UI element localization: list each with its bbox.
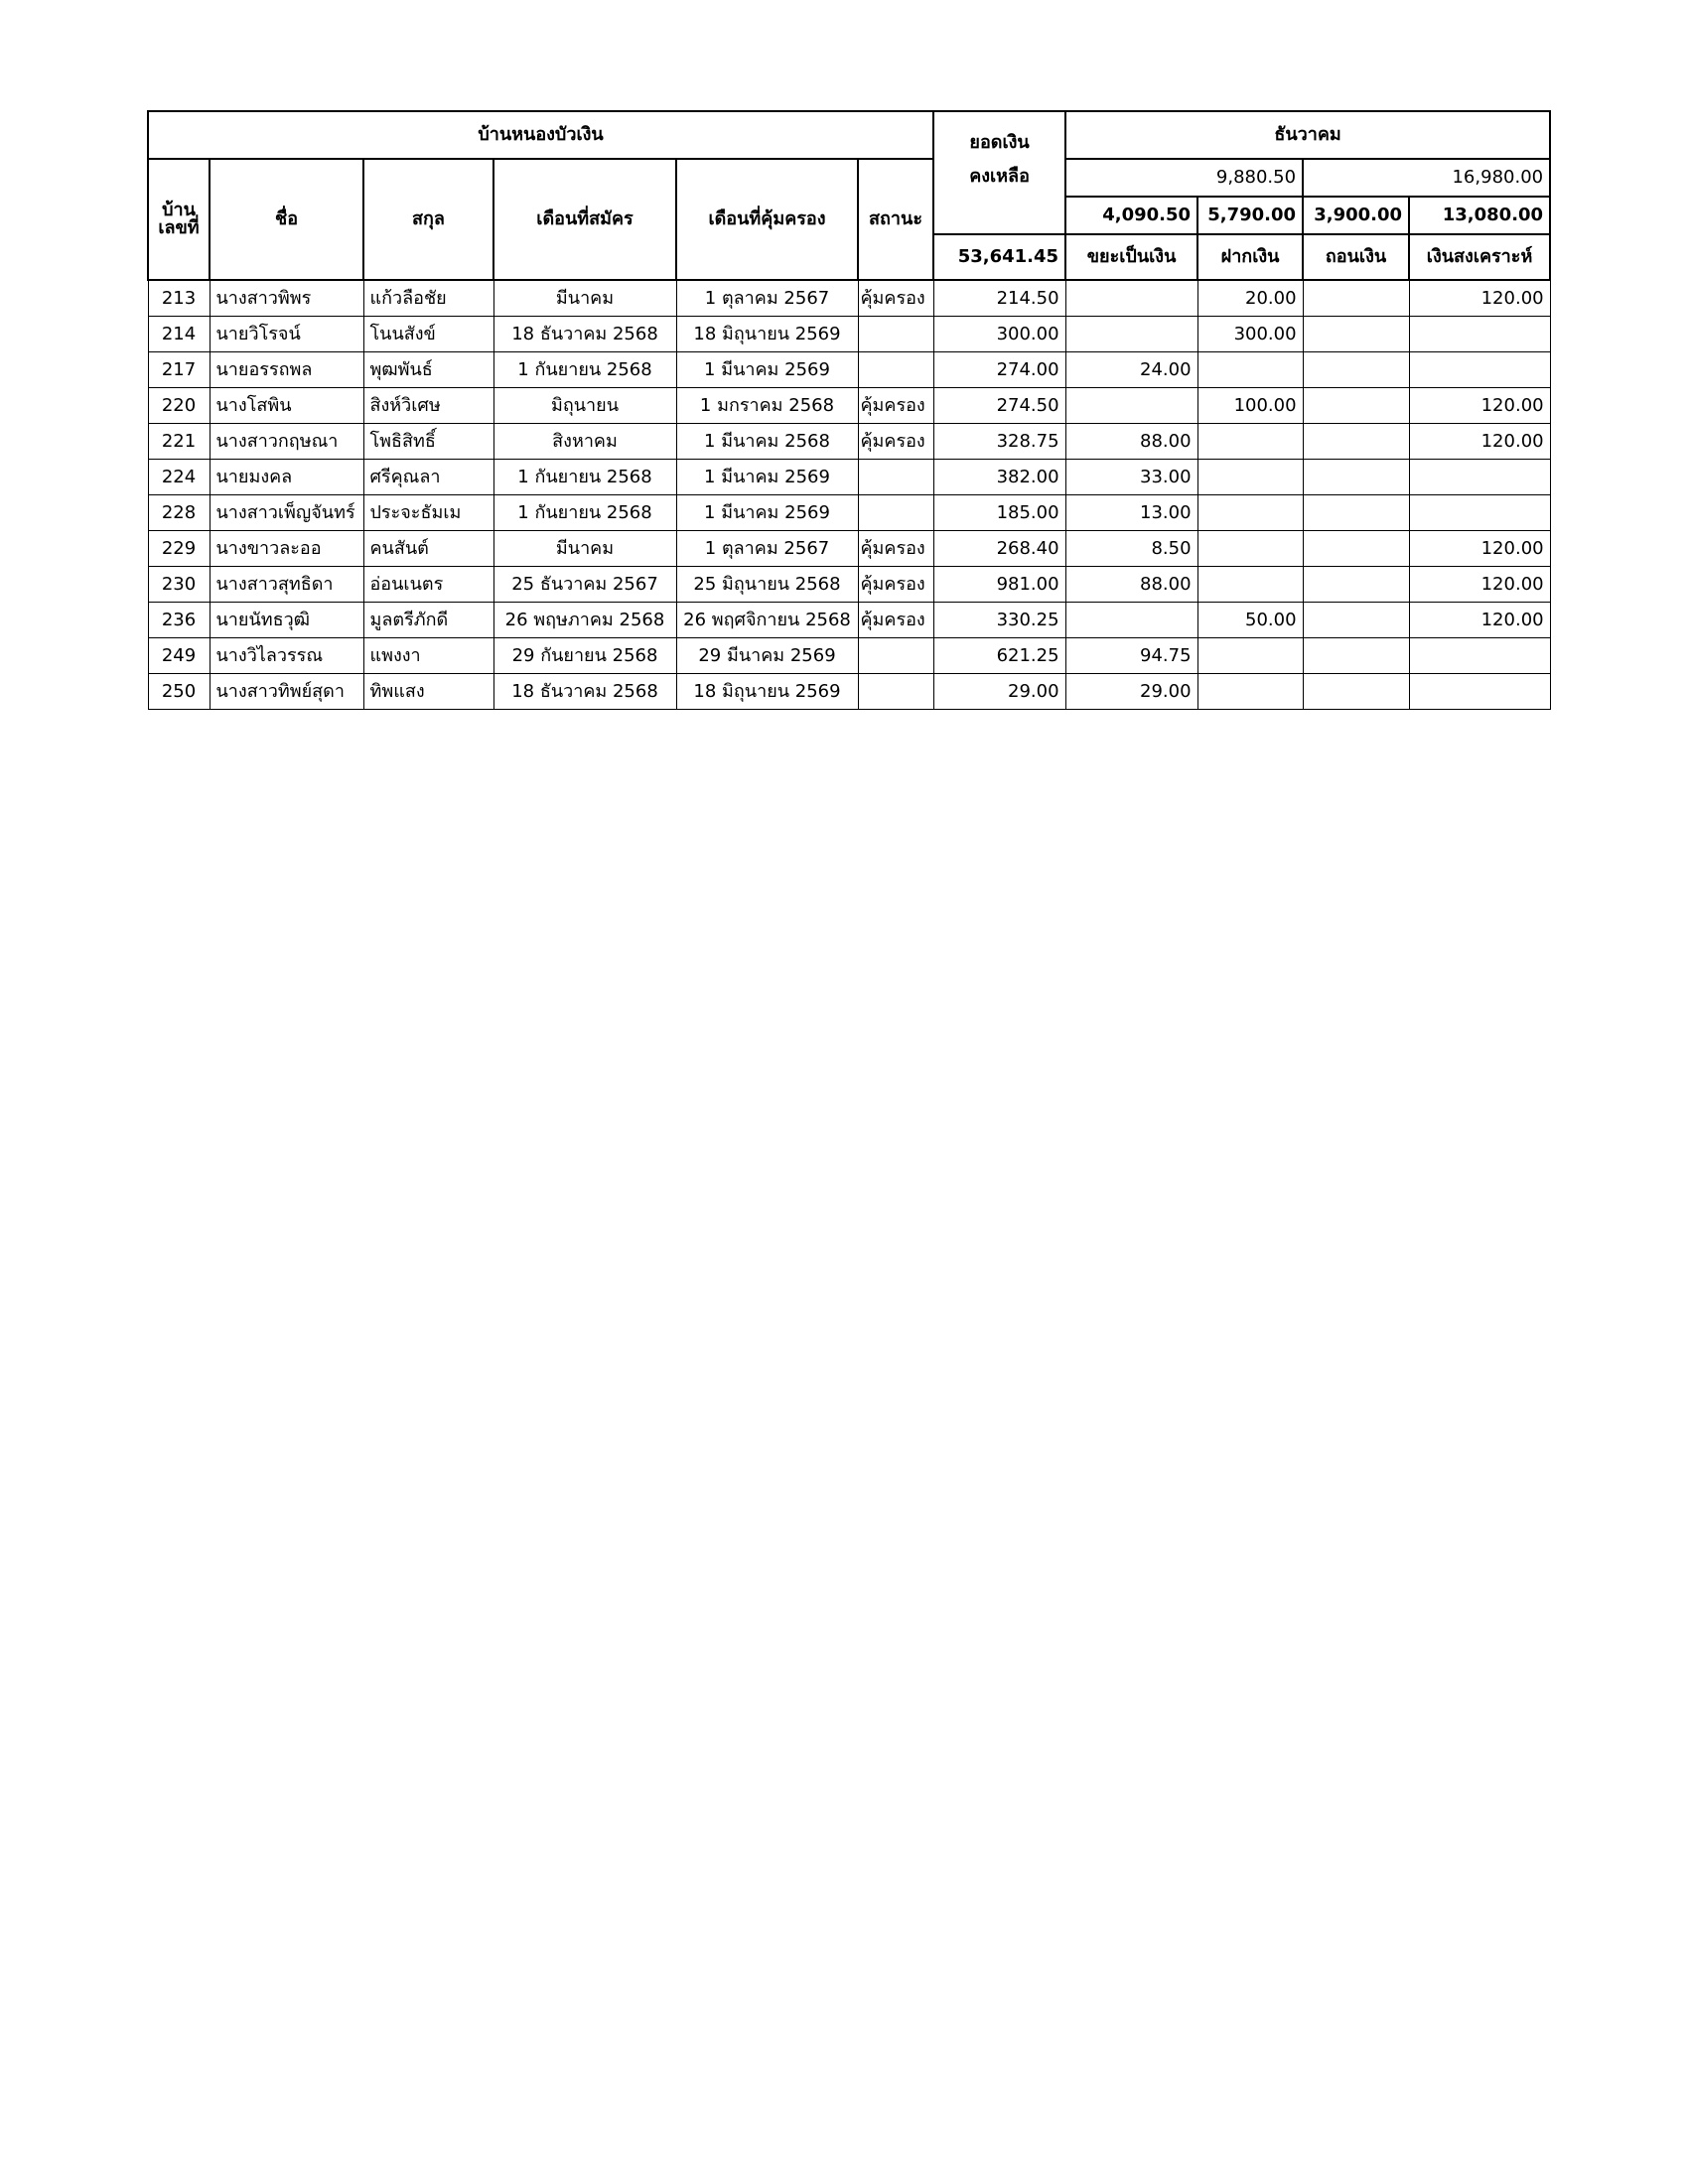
- cell-withdraw: [1303, 317, 1409, 352]
- table-row: [148, 317, 1550, 352]
- cell-deposit: [1197, 567, 1303, 603]
- cell-garbage: 88.00: [1065, 424, 1197, 460]
- cell-withdraw: [1303, 531, 1409, 567]
- cell-garbage: 24.00: [1065, 352, 1197, 388]
- cell-applied: 29 กันยายน 2568: [493, 638, 676, 674]
- table-row: [148, 531, 1550, 567]
- cell-surname: อ่อนเนตร: [363, 567, 493, 603]
- total-deposit: 5,790.00: [1197, 197, 1303, 234]
- cell-covered: 1 มีนาคม 2569: [676, 495, 858, 531]
- cell-house: 213: [148, 280, 210, 317]
- cell-status: [858, 317, 933, 352]
- cell-status: คุ้มครอง: [858, 280, 933, 317]
- total-welfare: 13,080.00: [1409, 197, 1550, 234]
- col-deposit: ฝากเงิน: [1197, 234, 1303, 280]
- cell-garbage: [1065, 280, 1197, 317]
- cell-welfare: 120.00: [1409, 567, 1550, 603]
- cell-deposit: 300.00: [1197, 317, 1303, 352]
- cell-balance: 328.75: [933, 424, 1065, 460]
- cell-deposit: 100.00: [1197, 388, 1303, 424]
- cell-surname: โนนสังข์: [363, 317, 493, 352]
- balance-label-line1: ยอดเงิน: [969, 132, 1030, 153]
- cell-balance: 268.40: [933, 531, 1065, 567]
- cell-house: 214: [148, 317, 210, 352]
- cell-covered: 29 มีนาคม 2569: [676, 638, 858, 674]
- cell-covered: 1 ตุลาคม 2567: [676, 280, 858, 317]
- cell-covered: 1 มีนาคม 2568: [676, 424, 858, 460]
- ledger-table: [147, 110, 1551, 710]
- cell-applied: 18 ธันวาคม 2568: [493, 317, 676, 352]
- table-row: [148, 460, 1550, 495]
- cell-name: นายนัทธวุฒิ: [210, 603, 363, 638]
- ledger-body: [148, 280, 1550, 710]
- cell-name: นางขาวละออ: [210, 531, 363, 567]
- cell-balance: 214.50: [933, 280, 1065, 317]
- table-row: [148, 638, 1550, 674]
- cell-house: 236: [148, 603, 210, 638]
- cell-welfare: 120.00: [1409, 424, 1550, 460]
- cell-house: 217: [148, 352, 210, 388]
- village-title: บ้านหนองบัวเงิน: [148, 111, 933, 159]
- cell-withdraw: [1303, 280, 1409, 317]
- cell-applied: 18 ธันวาคม 2568: [493, 674, 676, 710]
- cell-balance: 274.00: [933, 352, 1065, 388]
- col-surname: สกุล: [363, 159, 493, 280]
- col-withdraw: ถอนเงิน: [1303, 234, 1409, 280]
- cell-surname: ศรีคุณลา: [363, 460, 493, 495]
- cell-applied: 26 พฤษภาคม 2568: [493, 603, 676, 638]
- cell-garbage: [1065, 603, 1197, 638]
- cell-status: [858, 495, 933, 531]
- cell-applied: สิงหาคม: [493, 424, 676, 460]
- cell-covered: 1 มีนาคม 2569: [676, 460, 858, 495]
- table-row: [148, 674, 1550, 710]
- cell-withdraw: [1303, 674, 1409, 710]
- cell-applied: 1 กันยายน 2568: [493, 460, 676, 495]
- balance-total: 53,641.45: [933, 234, 1065, 280]
- cell-withdraw: [1303, 424, 1409, 460]
- cell-welfare: [1409, 674, 1550, 710]
- cell-welfare: [1409, 352, 1550, 388]
- group-total-2: 16,980.00: [1303, 159, 1550, 197]
- cell-house: 224: [148, 460, 210, 495]
- month-title: ธันวาคม: [1065, 111, 1550, 159]
- cell-deposit: [1197, 638, 1303, 674]
- cell-withdraw: [1303, 495, 1409, 531]
- cell-surname: แก้วลือชัย: [363, 280, 493, 317]
- cell-deposit: 20.00: [1197, 280, 1303, 317]
- cell-garbage: 33.00: [1065, 460, 1197, 495]
- cell-garbage: [1065, 317, 1197, 352]
- cell-welfare: [1409, 495, 1550, 531]
- cell-garbage: 29.00: [1065, 674, 1197, 710]
- cell-withdraw: [1303, 388, 1409, 424]
- balance-header: [933, 111, 1065, 234]
- table-row: [148, 495, 1550, 531]
- cell-house: 220: [148, 388, 210, 424]
- balance-label-line2: คงเหลือ: [969, 166, 1030, 188]
- cell-balance: 330.25: [933, 603, 1065, 638]
- cell-applied: 1 กันยายน 2568: [493, 352, 676, 388]
- cell-name: นางสาวสุทธิดา: [210, 567, 363, 603]
- cell-status: คุ้มครอง: [858, 531, 933, 567]
- cell-welfare: 120.00: [1409, 603, 1550, 638]
- cell-status: คุ้มครอง: [858, 567, 933, 603]
- cell-covered: 1 มีนาคม 2569: [676, 352, 858, 388]
- cell-house: 229: [148, 531, 210, 567]
- cell-balance: 981.00: [933, 567, 1065, 603]
- cell-name: นางสาวพิพร: [210, 280, 363, 317]
- col-name: ชื่อ: [210, 159, 363, 280]
- cell-name: นางวิไลวรรณ: [210, 638, 363, 674]
- cell-welfare: 120.00: [1409, 531, 1550, 567]
- cell-welfare: 120.00: [1409, 280, 1550, 317]
- cell-withdraw: [1303, 638, 1409, 674]
- cell-deposit: [1197, 460, 1303, 495]
- cell-balance: 300.00: [933, 317, 1065, 352]
- cell-deposit: [1197, 424, 1303, 460]
- cell-surname: พุฒพันธ์: [363, 352, 493, 388]
- cell-applied: 1 กันยายน 2568: [493, 495, 676, 531]
- cell-surname: สิงห์วิเศษ: [363, 388, 493, 424]
- cell-name: นางสาวเพ็ญจันทร์: [210, 495, 363, 531]
- cell-house: 230: [148, 567, 210, 603]
- table-row: [148, 388, 1550, 424]
- total-garbage: 4,090.50: [1065, 197, 1197, 234]
- cell-surname: มูลตรีภักดี: [363, 603, 493, 638]
- cell-garbage: 94.75: [1065, 638, 1197, 674]
- cell-status: คุ้มครอง: [858, 424, 933, 460]
- cell-covered: 18 มิถุนายน 2569: [676, 674, 858, 710]
- cell-name: นายอรรถพล: [210, 352, 363, 388]
- cell-balance: 274.50: [933, 388, 1065, 424]
- col-welfare: เงินสงเคราะห์: [1409, 234, 1550, 280]
- cell-name: นายมงคล: [210, 460, 363, 495]
- cell-balance: 621.25: [933, 638, 1065, 674]
- cell-status: คุ้มครอง: [858, 388, 933, 424]
- cell-applied: มิถุนายน: [493, 388, 676, 424]
- cell-house: 221: [148, 424, 210, 460]
- table-row: [148, 424, 1550, 460]
- cell-welfare: [1409, 638, 1550, 674]
- cell-balance: 185.00: [933, 495, 1065, 531]
- cell-deposit: [1197, 531, 1303, 567]
- col-house: [148, 159, 210, 280]
- cell-withdraw: [1303, 567, 1409, 603]
- cell-status: [858, 674, 933, 710]
- cell-status: [858, 460, 933, 495]
- cell-withdraw: [1303, 603, 1409, 638]
- table-row: [148, 280, 1550, 317]
- ledger-header: [148, 111, 1550, 280]
- table-row: [148, 352, 1550, 388]
- cell-covered: 26 พฤศจิกายน 2568: [676, 603, 858, 638]
- cell-covered: 25 มิถุนายน 2568: [676, 567, 858, 603]
- cell-covered: 1 ตุลาคม 2567: [676, 531, 858, 567]
- cell-welfare: [1409, 460, 1550, 495]
- cell-garbage: 88.00: [1065, 567, 1197, 603]
- cell-deposit: 50.00: [1197, 603, 1303, 638]
- group-total-1: 9,880.50: [1065, 159, 1303, 197]
- col-house-line1: บ้าน: [162, 200, 196, 220]
- cell-garbage: 13.00: [1065, 495, 1197, 531]
- cell-house: 228: [148, 495, 210, 531]
- col-garbage: ขยะเป็นเงิน: [1065, 234, 1197, 280]
- cell-applied: มีนาคม: [493, 280, 676, 317]
- cell-surname: แพงงา: [363, 638, 493, 674]
- cell-deposit: [1197, 495, 1303, 531]
- cell-house: 250: [148, 674, 210, 710]
- cell-withdraw: [1303, 460, 1409, 495]
- cell-applied: 25 ธันวาคม 2567: [493, 567, 676, 603]
- cell-surname: ทิพแสง: [363, 674, 493, 710]
- cell-deposit: [1197, 674, 1303, 710]
- col-status: สถานะ: [858, 159, 933, 280]
- cell-applied: มีนาคม: [493, 531, 676, 567]
- table-row: [148, 603, 1550, 638]
- cell-surname: คนสันต์: [363, 531, 493, 567]
- total-withdraw: 3,900.00: [1303, 197, 1409, 234]
- cell-status: [858, 352, 933, 388]
- cell-deposit: [1197, 352, 1303, 388]
- cell-balance: 29.00: [933, 674, 1065, 710]
- table-row: [148, 567, 1550, 603]
- cell-status: [858, 638, 933, 674]
- col-covered: เดือนที่คุ้มครอง: [676, 159, 858, 280]
- cell-welfare: [1409, 317, 1550, 352]
- cell-surname: ประจะธัมเม: [363, 495, 493, 531]
- cell-covered: 1 มกราคม 2568: [676, 388, 858, 424]
- cell-withdraw: [1303, 352, 1409, 388]
- cell-welfare: 120.00: [1409, 388, 1550, 424]
- cell-status: คุ้มครอง: [858, 603, 933, 638]
- cell-balance: 382.00: [933, 460, 1065, 495]
- cell-surname: โพธิสิทธิ์: [363, 424, 493, 460]
- cell-name: นายวิโรจน์: [210, 317, 363, 352]
- cell-garbage: [1065, 388, 1197, 424]
- cell-house: 249: [148, 638, 210, 674]
- cell-covered: 18 มิถุนายน 2569: [676, 317, 858, 352]
- col-applied: เดือนที่สมัคร: [493, 159, 676, 280]
- col-house-line2: เลขที่: [158, 217, 200, 238]
- cell-garbage: 8.50: [1065, 531, 1197, 567]
- cell-name: นางโสพิน: [210, 388, 363, 424]
- cell-name: นางสาวทิพย์สุดา: [210, 674, 363, 710]
- cell-name: นางสาวกฤษณา: [210, 424, 363, 460]
